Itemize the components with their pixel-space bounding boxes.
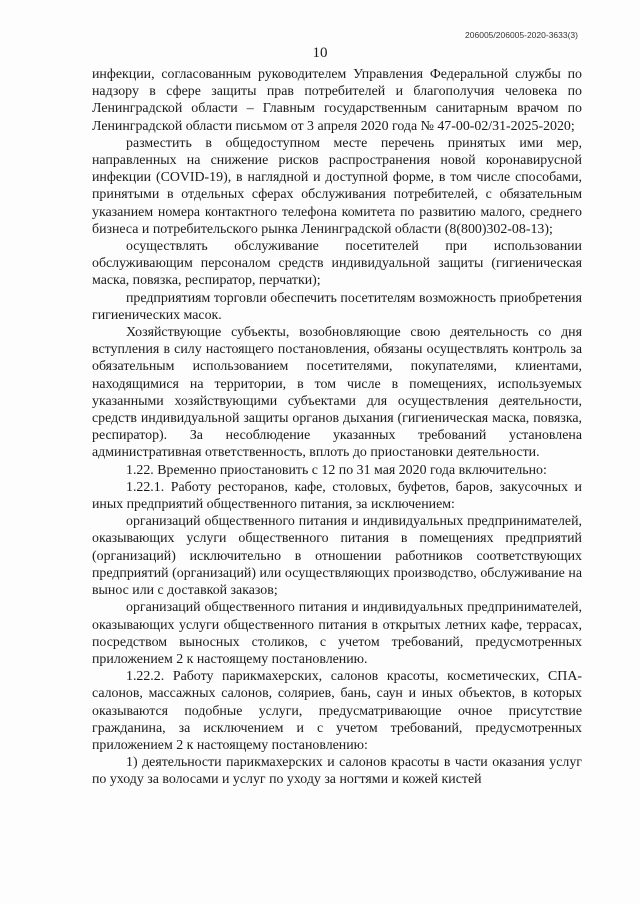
- paragraph: разместить в общедоступном месте перечень принятых ими мер, направленных на снижение рисков распространения новой коронавирусной инфекции (COVID-19), в наглядной и доступной форме, в том числе способами, принятыми в отдельных сферах обслуживания потребителей, с обязательным указанием номера контактного телефона комитета по развитию малого, среднего бизнеса и потребительского рынка Ленинградской области (8(800)302-08-13);: [92, 135, 582, 237]
- paragraph: Хозяйствующие субъекты, возобновляющие свою деятельность со дня вступления в силу настоящего постановления, обязаны осуществлять контроль за обязательным использованием посетителями, покупателями, клиентами, находящимися на территории, в том числе в помещениях, используемых указанными хозяйствующими субъектами для осуществления деятельности, средств индивидуальной защиты органов дыхания (гигиеническая маска, повязка, респиратор). За несоблюдение указанных требований установлена административная ответственность, вплоть до приостановки деятельности.: [92, 325, 582, 461]
- document-body: [92, 66, 582, 789]
- page-number: 10: [312, 45, 328, 61]
- document-id: 206005/206005-2020-3633(3): [465, 30, 578, 40]
- paragraph: предприятиям торговли обеспечить посетителям возможность приобретения гигиенических масок.: [92, 290, 582, 323]
- paragraph: 1.22.1. Работу ресторанов, кафе, столовых, буфетов, баров, закусочных и иных предприятий общественного питания, за исключением:: [92, 479, 582, 513]
- paragraph: организаций общественного питания и индивидуальных предпринимателей, оказывающих услуги общественного питания в помещениях предприятий (организаций) исключительно в отношении работников соответствующих предприятий (организаций) или осуществляющих производство, обслуживание на вынос или с доставкой заказов;: [92, 514, 582, 599]
- paragraph: 1.22. Временно приостановить с 12 по 31 мая 2020 года включительно:: [126, 462, 547, 478]
- paragraph: организаций общественного питания и индивидуальных предпринимателей, оказывающих услуги общественного питания в открытых летних кафе, террасах, посредством выносных столиков, с учетом требований, предусмотренных приложением 2 к настоящему постановлению.: [92, 600, 582, 667]
- paragraph: 1.22.2. Работу парикмахерских, салонов красоты, косметических, СПА-салонов, массажных салонов, соляриев, бань, саун и иных объектов, в которых оказываются подобные услуги, предусматривающие очное присутствие гражданина, за исключением и с учетом требований, предусмотренных приложением 2 к настоящему постановлению:: [92, 669, 582, 753]
- paragraph: инфекции, согласованным руководителем Управления Федеральной службы по надзору в сфере защиты прав потребителей и благополучия человека по Ленинградской области – Главным государственным санитарным врачом по Ленинградской области письмом от 3 апреля 2020 года № 47-00-02/31-2025-2020;: [92, 67, 582, 134]
- paragraph: осуществлять обслуживание посетителей при использовании обслуживающим персоналом средств индивидуальной защиты (гигиеническая маска, повязка, респиратор, перчатки);: [92, 239, 582, 289]
- paragraph: 1) деятельности парикмахерских и салонов красоты в части оказания услуг по уходу за волосами и услуг по уходу за ногтями и кожей кистей: [92, 755, 582, 788]
